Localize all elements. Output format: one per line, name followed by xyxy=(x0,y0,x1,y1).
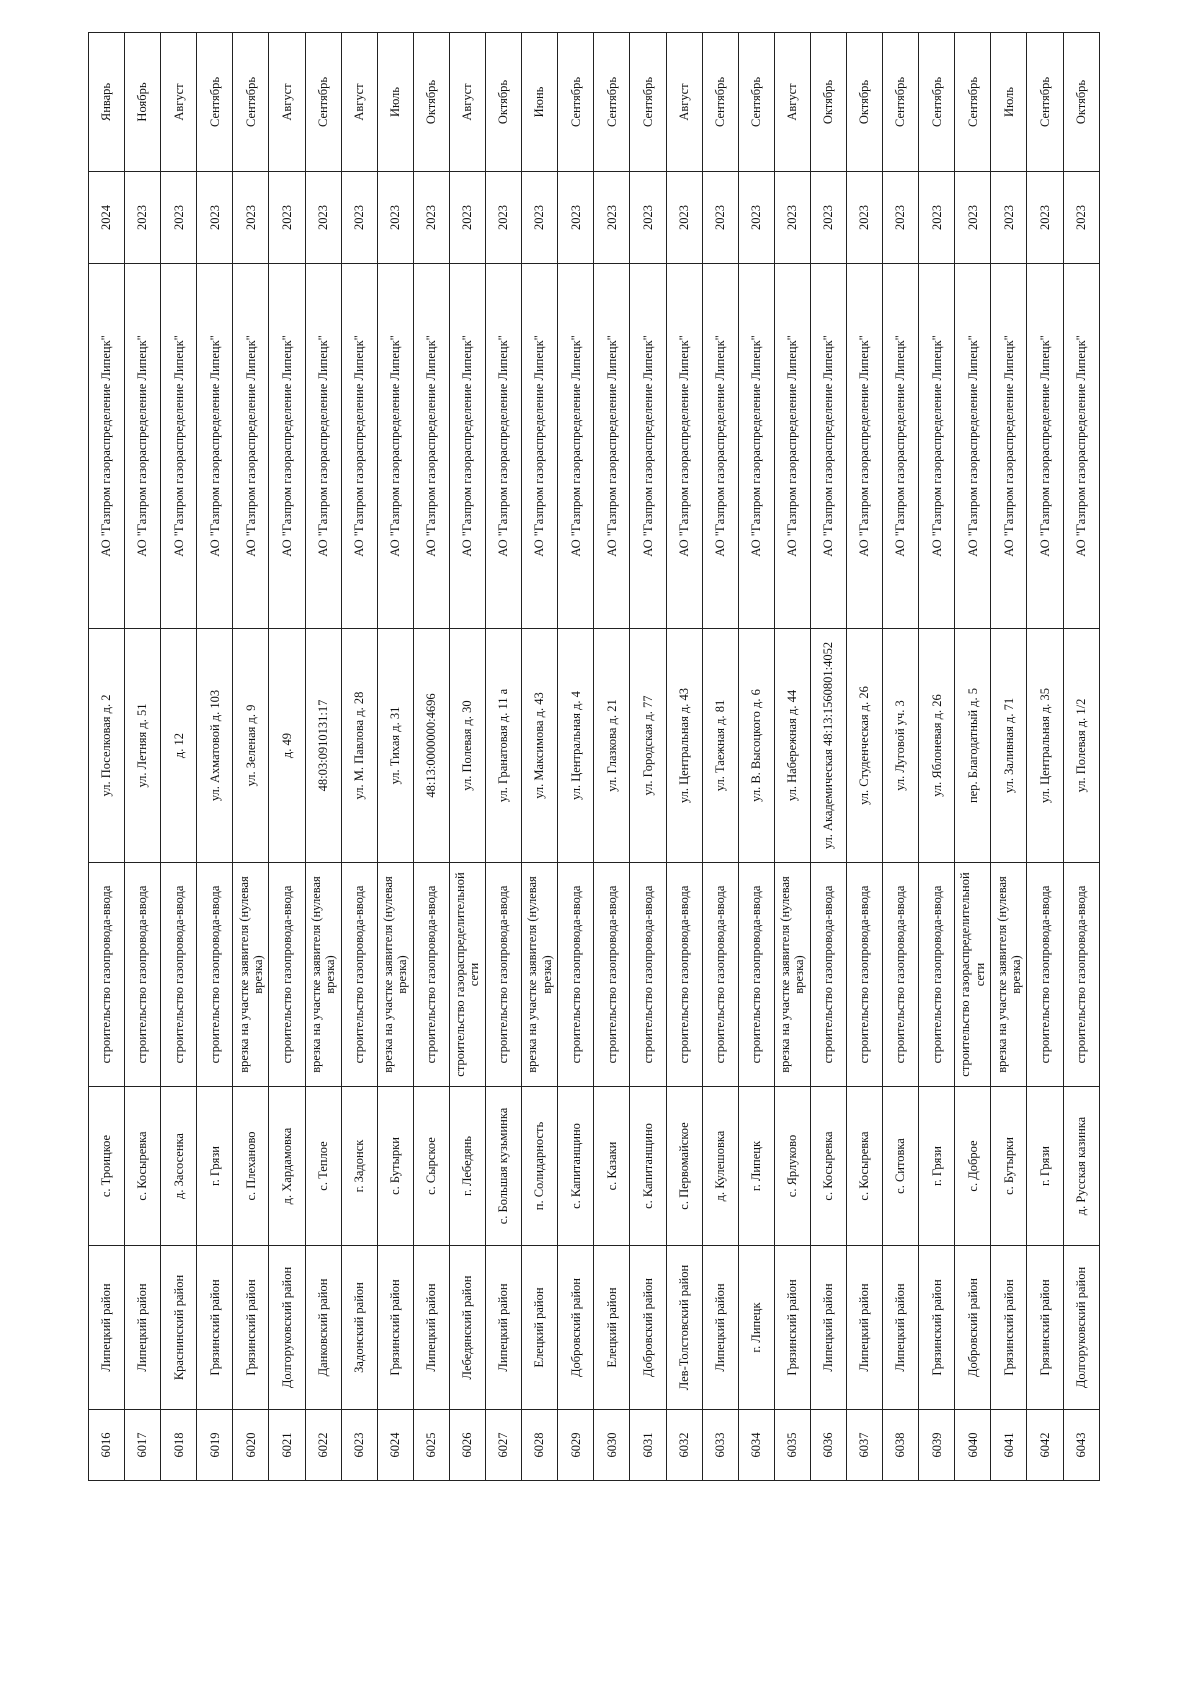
year-cell: 2023 xyxy=(630,172,666,264)
locality-cell: с. Теплое xyxy=(305,1087,341,1246)
table-row xyxy=(955,33,991,1481)
table-row xyxy=(125,33,161,1481)
month-cell: Сентябрь xyxy=(197,33,233,172)
work-type-cell: врезка на участке заявителя (нулевая врезка) xyxy=(522,863,558,1087)
district-cell: Долгоруковский район xyxy=(269,1246,305,1410)
locality-cell: д. Кулешовка xyxy=(702,1087,738,1246)
work-type-cell: строительство газопровода-ввода xyxy=(413,863,449,1087)
organization-cell: АО "Газпром газораспределение Липецк" xyxy=(702,264,738,629)
work-type-cell: строительство газопровода-ввода xyxy=(846,863,882,1087)
year-cell: 2023 xyxy=(1027,172,1063,264)
table-row xyxy=(197,33,233,1481)
table-row xyxy=(991,33,1027,1481)
address-cell: д. 49 xyxy=(269,629,305,863)
row-number: 6026 xyxy=(449,1410,485,1481)
locality-cell: д. Засосенка xyxy=(161,1087,197,1246)
address-cell: ул. Полевая д. 1/2 xyxy=(1063,629,1099,863)
row-number: 6027 xyxy=(486,1410,522,1481)
district-cell: Грязинский район xyxy=(377,1246,413,1410)
address-cell: ул. Центральная д. 43 xyxy=(666,629,702,863)
organization-cell: АО "Газпром газораспределение Липецк" xyxy=(774,264,810,629)
table-row xyxy=(594,33,630,1481)
table-row xyxy=(702,33,738,1481)
address-cell: 48:13:0000000:4696 xyxy=(413,629,449,863)
address-cell: ул. Поселковая д. 2 xyxy=(89,629,125,863)
address-cell: д. 12 xyxy=(161,629,197,863)
year-cell: 2023 xyxy=(955,172,991,264)
rotated-table-container xyxy=(88,76,1099,1481)
address-cell: ул. Максимова д. 43 xyxy=(522,629,558,863)
month-cell: Сентябрь xyxy=(955,33,991,172)
row-number: 6018 xyxy=(161,1410,197,1481)
work-type-cell: строительство газопровода-ввода xyxy=(630,863,666,1087)
address-cell: ул. Тихая д. 31 xyxy=(377,629,413,863)
year-cell: 2023 xyxy=(125,172,161,264)
table-row xyxy=(666,33,702,1481)
table-row xyxy=(774,33,810,1481)
month-cell: Октябрь xyxy=(413,33,449,172)
organization-cell: АО "Газпром газораспределение Липецк" xyxy=(919,264,955,629)
row-number: 6023 xyxy=(341,1410,377,1481)
year-cell: 2023 xyxy=(233,172,269,264)
work-type-cell: строительство газопровода-ввода xyxy=(89,863,125,1087)
row-number: 6029 xyxy=(558,1410,594,1481)
table-row xyxy=(1063,33,1099,1481)
year-cell: 2023 xyxy=(558,172,594,264)
year-cell: 2023 xyxy=(846,172,882,264)
row-number: 6037 xyxy=(846,1410,882,1481)
organization-cell: АО "Газпром газораспределение Липецк" xyxy=(125,264,161,629)
month-cell: Август xyxy=(666,33,702,172)
work-type-cell: строительство газопровода-ввода xyxy=(919,863,955,1087)
row-number: 6030 xyxy=(594,1410,630,1481)
address-cell: ул. Студенческая д. 26 xyxy=(846,629,882,863)
work-type-cell: строительство газораспределительной сети xyxy=(449,863,485,1087)
row-number: 6031 xyxy=(630,1410,666,1481)
locality-cell: с. Косыревка xyxy=(846,1087,882,1246)
district-cell: Липецкий район xyxy=(883,1246,919,1410)
locality-cell: с. Ситовка xyxy=(883,1087,919,1246)
month-cell: Сентябрь xyxy=(305,33,341,172)
row-number: 6024 xyxy=(377,1410,413,1481)
table-row xyxy=(738,33,774,1481)
table-row xyxy=(377,33,413,1481)
organization-cell: АО "Газпром газораспределение Липецк" xyxy=(991,264,1027,629)
month-cell: Ноябрь xyxy=(125,33,161,172)
locality-cell: с. Доброе xyxy=(955,1087,991,1246)
organization-cell: АО "Газпром газораспределение Липецк" xyxy=(449,264,485,629)
row-number: 6041 xyxy=(991,1410,1027,1481)
organization-cell: АО "Газпром газораспределение Липецк" xyxy=(522,264,558,629)
address-cell: ул. Таежная д. 81 xyxy=(702,629,738,863)
locality-cell: с. Косыревка xyxy=(125,1087,161,1246)
address-cell: ул. Набережная д. 44 xyxy=(774,629,810,863)
month-cell: Август xyxy=(774,33,810,172)
month-cell: Сентябрь xyxy=(558,33,594,172)
address-cell: ул. Академическая 48:13:1560801:4052 xyxy=(810,629,846,863)
organization-cell: АО "Газпром газораспределение Липецк" xyxy=(955,264,991,629)
table-row xyxy=(89,33,125,1481)
address-cell: ул. Гранатовая д. 11 а xyxy=(486,629,522,863)
district-cell: Долгоруковский район xyxy=(1063,1246,1099,1410)
organization-cell: АО "Газпром газораспределение Липецк" xyxy=(89,264,125,629)
month-cell: Июнь xyxy=(522,33,558,172)
month-cell: Август xyxy=(269,33,305,172)
address-cell: ул. Глазкова д. 21 xyxy=(594,629,630,863)
month-cell: Октябрь xyxy=(486,33,522,172)
address-cell: ул. Центральная д. 4 xyxy=(558,629,594,863)
work-type-cell: строительство газопровода-ввода xyxy=(125,863,161,1087)
address-cell: ул. Луговой уч. 3 xyxy=(883,629,919,863)
work-type-cell: строительство газопровода-ввода xyxy=(341,863,377,1087)
row-number: 6019 xyxy=(197,1410,233,1481)
row-number: 6022 xyxy=(305,1410,341,1481)
locality-cell: г. Лебедянь xyxy=(449,1087,485,1246)
district-cell: Липецкий район xyxy=(702,1246,738,1410)
row-number: 6038 xyxy=(883,1410,919,1481)
address-cell: ул. Заливная д. 71 xyxy=(991,629,1027,863)
table-row xyxy=(630,33,666,1481)
district-cell: Липецкий район xyxy=(846,1246,882,1410)
work-type-cell: врезка на участке заявителя (нулевая врезка) xyxy=(991,863,1027,1087)
year-cell: 2023 xyxy=(919,172,955,264)
district-cell: Грязинский район xyxy=(233,1246,269,1410)
work-type-cell: строительство газопровода-ввода xyxy=(810,863,846,1087)
district-cell: Добровский район xyxy=(558,1246,594,1410)
locality-cell: г. Задонск xyxy=(341,1087,377,1246)
table-row xyxy=(558,33,594,1481)
locality-cell: с. Сырское xyxy=(413,1087,449,1246)
locality-cell: г. Грязи xyxy=(197,1087,233,1246)
year-cell: 2023 xyxy=(305,172,341,264)
year-cell: 2023 xyxy=(522,172,558,264)
year-cell: 2023 xyxy=(594,172,630,264)
year-cell: 2023 xyxy=(413,172,449,264)
row-number: 6016 xyxy=(89,1410,125,1481)
locality-cell: г. Липецк xyxy=(738,1087,774,1246)
connections-table xyxy=(88,32,1100,1481)
month-cell: Август xyxy=(341,33,377,172)
address-cell: ул. Центральная д. 35 xyxy=(1027,629,1063,863)
month-cell: Сентябрь xyxy=(883,33,919,172)
table-row xyxy=(522,33,558,1481)
address-cell: ул. В. Высоцкого д. 6 xyxy=(738,629,774,863)
year-cell: 2023 xyxy=(702,172,738,264)
work-type-cell: строительство газопровода-ввода xyxy=(1063,863,1099,1087)
table-row xyxy=(161,33,197,1481)
district-cell: Грязинский район xyxy=(1027,1246,1063,1410)
row-number: 6042 xyxy=(1027,1410,1063,1481)
month-cell: Сентябрь xyxy=(1027,33,1063,172)
organization-cell: АО "Газпром газораспределение Липецк" xyxy=(341,264,377,629)
district-cell: Добровский район xyxy=(955,1246,991,1410)
month-cell: Сентябрь xyxy=(630,33,666,172)
district-cell: Добровский район xyxy=(630,1246,666,1410)
district-cell: Задонский район xyxy=(341,1246,377,1410)
table-row xyxy=(810,33,846,1481)
organization-cell: АО "Газпром газораспределение Липецк" xyxy=(305,264,341,629)
row-number: 6036 xyxy=(810,1410,846,1481)
organization-cell: АО "Газпром газораспределение Липецк" xyxy=(161,264,197,629)
row-number: 6028 xyxy=(522,1410,558,1481)
locality-cell: с. Бутырки xyxy=(991,1087,1027,1246)
organization-cell: АО "Газпром газораспределение Липецк" xyxy=(377,264,413,629)
locality-cell: с. Капитанщино xyxy=(558,1087,594,1246)
work-type-cell: строительство газопровода-ввода xyxy=(594,863,630,1087)
year-cell: 2023 xyxy=(666,172,702,264)
address-cell: ул. Летняя д. 51 xyxy=(125,629,161,863)
row-number: 6025 xyxy=(413,1410,449,1481)
address-cell: ул. Городская д. 77 xyxy=(630,629,666,863)
work-type-cell: строительство газопровода-ввода xyxy=(161,863,197,1087)
year-cell: 2023 xyxy=(883,172,919,264)
table-row xyxy=(486,33,522,1481)
district-cell: Грязинский район xyxy=(774,1246,810,1410)
locality-cell: г. Грязи xyxy=(1027,1087,1063,1246)
work-type-cell: строительство газопровода-ввода xyxy=(702,863,738,1087)
year-cell: 2023 xyxy=(738,172,774,264)
organization-cell: АО "Газпром газораспределение Липецк" xyxy=(1063,264,1099,629)
year-cell: 2023 xyxy=(810,172,846,264)
address-cell: ул. Яблоневая д. 26 xyxy=(919,629,955,863)
table-row xyxy=(341,33,377,1481)
month-cell: Июль xyxy=(991,33,1027,172)
locality-cell: с. Косыревка xyxy=(810,1087,846,1246)
address-cell: ул. Зеленая д. 9 xyxy=(233,629,269,863)
locality-cell: с. Бутырки xyxy=(377,1087,413,1246)
month-cell: Январь xyxy=(89,33,125,172)
locality-cell: с. Казаки xyxy=(594,1087,630,1246)
row-number: 6039 xyxy=(919,1410,955,1481)
organization-cell: АО "Газпром газораспределение Липецк" xyxy=(1027,264,1063,629)
row-number: 6035 xyxy=(774,1410,810,1481)
work-type-cell: строительство газопровода-ввода xyxy=(558,863,594,1087)
organization-cell: АО "Газпром газораспределение Липецк" xyxy=(233,264,269,629)
work-type-cell: строительство газопровода-ввода xyxy=(666,863,702,1087)
year-cell: 2023 xyxy=(1063,172,1099,264)
locality-cell: г. Грязи xyxy=(919,1087,955,1246)
work-type-cell: врезка на участке заявителя (нулевая врезка) xyxy=(305,863,341,1087)
district-cell: г. Липецк xyxy=(738,1246,774,1410)
row-number: 6017 xyxy=(125,1410,161,1481)
year-cell: 2023 xyxy=(486,172,522,264)
table-row xyxy=(919,33,955,1481)
month-cell: Сентябрь xyxy=(702,33,738,172)
organization-cell: АО "Газпром газораспределение Липецк" xyxy=(846,264,882,629)
organization-cell: АО "Газпром газораспределение Липецк" xyxy=(413,264,449,629)
district-cell: Елецкий район xyxy=(594,1246,630,1410)
table-row xyxy=(883,33,919,1481)
district-cell: Краснинский район xyxy=(161,1246,197,1410)
work-type-cell: врезка на участке заявителя (нулевая врезка) xyxy=(774,863,810,1087)
work-type-cell: врезка на участке заявителя (нулевая врезка) xyxy=(377,863,413,1087)
locality-cell: с. Капитанщино xyxy=(630,1087,666,1246)
work-type-cell: строительство газопровода-ввода xyxy=(486,863,522,1087)
organization-cell: АО "Газпром газораспределение Липецк" xyxy=(269,264,305,629)
row-number: 6020 xyxy=(233,1410,269,1481)
organization-cell: АО "Газпром газораспределение Липецк" xyxy=(738,264,774,629)
year-cell: 2023 xyxy=(377,172,413,264)
row-number: 6040 xyxy=(955,1410,991,1481)
year-cell: 2023 xyxy=(449,172,485,264)
month-cell: Июль xyxy=(377,33,413,172)
locality-cell: д. Русская казинка xyxy=(1063,1087,1099,1246)
month-cell: Октябрь xyxy=(1063,33,1099,172)
organization-cell: АО "Газпром газораспределение Липецк" xyxy=(594,264,630,629)
locality-cell: с. Ярлуково xyxy=(774,1087,810,1246)
locality-cell: с. Троицкое xyxy=(89,1087,125,1246)
year-cell: 2023 xyxy=(341,172,377,264)
table-row xyxy=(269,33,305,1481)
address-cell: ул. М. Павлова д. 28 xyxy=(341,629,377,863)
address-cell: ул. Полевая д. 30 xyxy=(449,629,485,863)
organization-cell: АО "Газпром газораспределение Липецк" xyxy=(486,264,522,629)
row-number: 6021 xyxy=(269,1410,305,1481)
work-type-cell: строительство газопровода-ввода xyxy=(1027,863,1063,1087)
district-cell: Липецкий район xyxy=(413,1246,449,1410)
year-cell: 2023 xyxy=(774,172,810,264)
year-cell: 2023 xyxy=(991,172,1027,264)
district-cell: Грязинский район xyxy=(919,1246,955,1410)
row-number: 6043 xyxy=(1063,1410,1099,1481)
month-cell: Август xyxy=(449,33,485,172)
locality-cell: д. Хардамовка xyxy=(269,1087,305,1246)
row-number: 6034 xyxy=(738,1410,774,1481)
organization-cell: АО "Газпром газораспределение Липецк" xyxy=(810,264,846,629)
address-cell: пер. Благодатный д. 5 xyxy=(955,629,991,863)
work-type-cell: врезка на участке заявителя (нулевая врезка) xyxy=(233,863,269,1087)
locality-cell: п. Солидарность xyxy=(522,1087,558,1246)
table-row xyxy=(846,33,882,1481)
table-row xyxy=(233,33,269,1481)
organization-cell: АО "Газпром газораспределение Липецк" xyxy=(197,264,233,629)
organization-cell: АО "Газпром газораспределение Липецк" xyxy=(630,264,666,629)
month-cell: Сентябрь xyxy=(919,33,955,172)
district-cell: Лев-Толстовский район xyxy=(666,1246,702,1410)
work-type-cell: строительство газопровода-ввода xyxy=(197,863,233,1087)
year-cell: 2023 xyxy=(161,172,197,264)
work-type-cell: строительство газопровода-ввода xyxy=(738,863,774,1087)
district-cell: Липецкий район xyxy=(810,1246,846,1410)
row-number: 6032 xyxy=(666,1410,702,1481)
district-cell: Лебедянский район xyxy=(449,1246,485,1410)
district-cell: Данковский район xyxy=(305,1246,341,1410)
address-cell: 48:03:0910131:17 xyxy=(305,629,341,863)
month-cell: Сентябрь xyxy=(233,33,269,172)
work-type-cell: строительство газопровода-ввода xyxy=(269,863,305,1087)
district-cell: Грязинский район xyxy=(991,1246,1027,1410)
locality-cell: с. Плеханово xyxy=(233,1087,269,1246)
district-cell: Липецкий район xyxy=(125,1246,161,1410)
year-cell: 2023 xyxy=(269,172,305,264)
work-type-cell: строительство газораспределительной сети xyxy=(955,863,991,1087)
district-cell: Липецкий район xyxy=(89,1246,125,1410)
table-row xyxy=(413,33,449,1481)
month-cell: Август xyxy=(161,33,197,172)
table-row xyxy=(449,33,485,1481)
district-cell: Липецкий район xyxy=(486,1246,522,1410)
locality-cell: с. Первомайское xyxy=(666,1087,702,1246)
organization-cell: АО "Газпром газораспределение Липецк" xyxy=(558,264,594,629)
year-cell: 2023 xyxy=(197,172,233,264)
table-row xyxy=(1027,33,1063,1481)
table-body xyxy=(89,33,1100,1481)
address-cell: ул. Ахматовой д. 103 xyxy=(197,629,233,863)
district-cell: Елецкий район xyxy=(522,1246,558,1410)
year-cell: 2024 xyxy=(89,172,125,264)
district-cell: Грязинский район xyxy=(197,1246,233,1410)
table-row xyxy=(305,33,341,1481)
month-cell: Октябрь xyxy=(846,33,882,172)
month-cell: Сентябрь xyxy=(594,33,630,172)
organization-cell: АО "Газпром газораспределение Липецк" xyxy=(883,264,919,629)
organization-cell: АО "Газпром газораспределение Липецк" xyxy=(666,264,702,629)
locality-cell: с. Большая кузьминка xyxy=(486,1087,522,1246)
month-cell: Сентябрь xyxy=(738,33,774,172)
row-number: 6033 xyxy=(702,1410,738,1481)
month-cell: Октябрь xyxy=(810,33,846,172)
work-type-cell: строительство газопровода-ввода xyxy=(883,863,919,1087)
